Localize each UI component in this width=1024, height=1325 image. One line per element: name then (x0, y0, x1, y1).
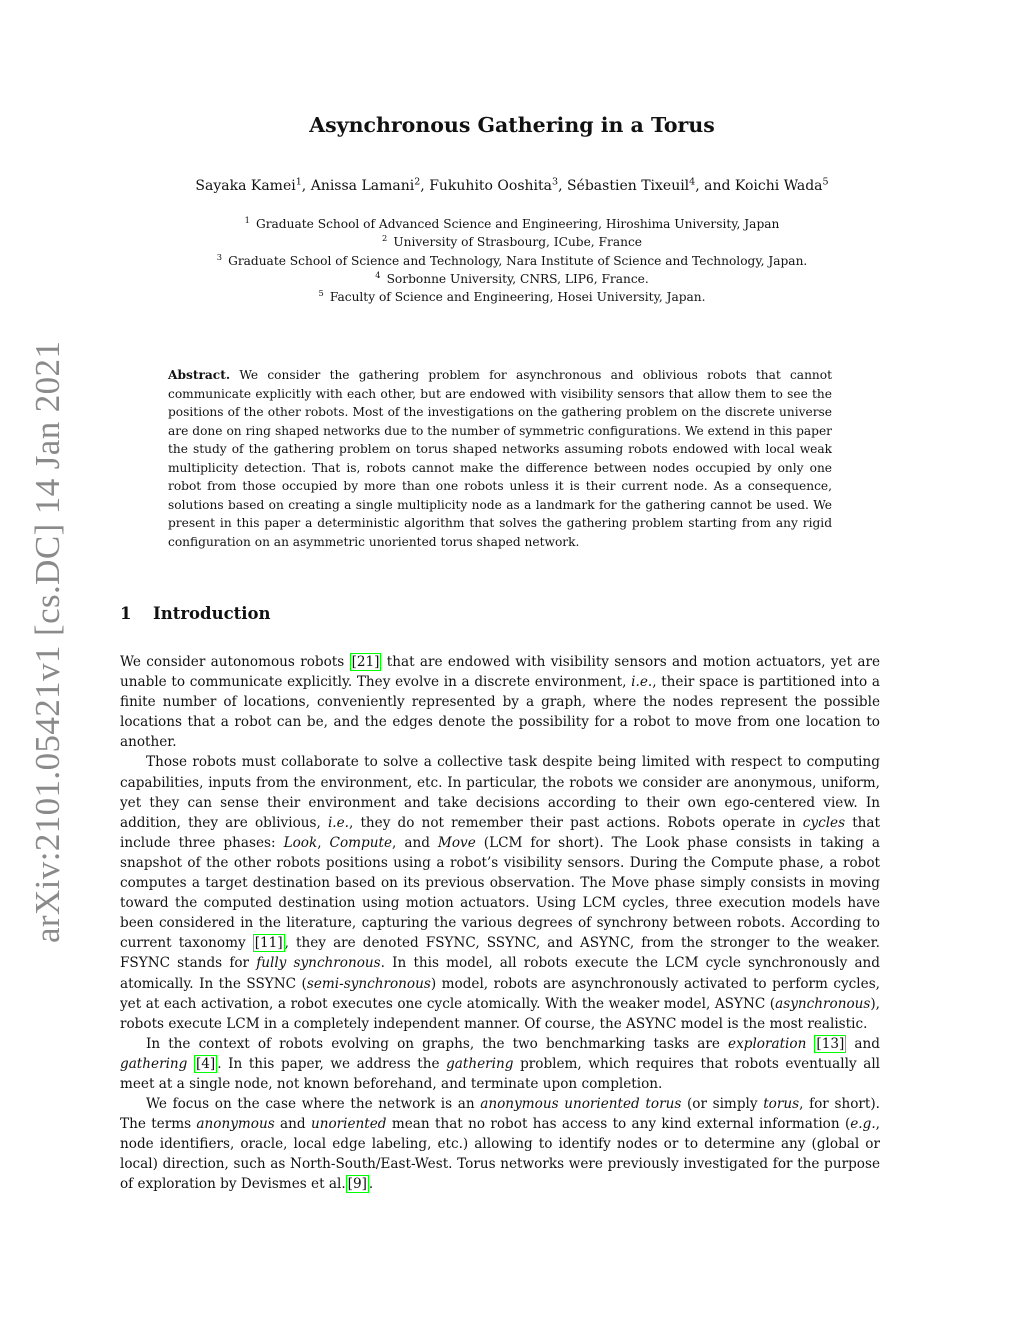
body-text: mean that no robot has access to any kind external information ( (386, 1116, 851, 1133)
body-paragraph (120, 652, 880, 752)
abstract-block (168, 366, 832, 551)
body-text: and (846, 1035, 880, 1052)
affiliation-line (0, 288, 1024, 306)
body-text (187, 1056, 194, 1072)
affiliation-mark: 4 (375, 269, 381, 280)
emphasis-text: unoriented (310, 1116, 387, 1133)
body-text: that include three phases: (120, 814, 880, 851)
section-number: 1 (120, 604, 132, 623)
author-name: Sayaka Kamei (195, 178, 296, 194)
abstract-label: Abstract. (168, 368, 231, 382)
paper-title: Asynchronous Gathering in a Torus (309, 113, 715, 137)
author-affiliation-mark: 2 (414, 176, 421, 188)
body-text: We focus on the case where the network is an (146, 1096, 481, 1113)
emphasis-text: gathering (120, 1055, 188, 1072)
body-text: ) model, robots are asynchronously activated to perform cycles, yet at each activation, a robot executes one cycle atomically. With the weaker model, ASYNC ( (120, 975, 880, 1012)
body-text: , (317, 834, 330, 851)
body-text: Those robots must collaborate to solve a collective task despite being limited with respect to computing capabilities, inputs from the environment, etc. In particular, the robots we consider are anonymous, uniform, yet they can sense their environment and take decisions according to their own ego-centered view. In addition, they are oblivious, (120, 754, 880, 831)
body-text: (LCM for short). The Look phase consists in taking a snapshot of the other robots positions using a robot’s visibility sensors. During the Compute phase, a robot computes a target destination based on its previous observation. The Move phase simply consists in moving toward the computed destination using motion actuators. Using LCM cycles, three execution models have been considered in the literature, capturing the various degrees of synchrony between robots. According to current taxonomy (120, 834, 880, 952)
body-text: . (368, 1176, 374, 1193)
affiliation-text: Graduate School of Advanced Science and Engineering, Hiroshima University, Japan (255, 217, 780, 231)
body-text: problem, which requires that robots eventually all meet at a single node, not known beforehand, and terminate upon completion. (120, 1055, 881, 1092)
emphasis-text: asynchronous (775, 995, 871, 1012)
emphasis-text: e.g. (850, 1116, 876, 1133)
body-text: , they are denoted FSYNC, SSYNC, and ASYNC, from the stronger to the weaker. FSYNC stands for (120, 935, 880, 972)
body-text: . In this paper, we address the (217, 1055, 447, 1072)
body-text: (or simply (681, 1096, 764, 1113)
body-paragraph (120, 1094, 880, 1194)
citation-link[interactable]: [9] (347, 1176, 367, 1193)
body-text: that are endowed with visibility sensors and motion actuators, yet are unable to communicate explicitly. They evolve in a discrete environment, (120, 654, 880, 691)
arxiv-identifier: arXiv:2101.05421v1 [cs.DC] 14 Jan 2021 (28, 340, 67, 943)
section-title: Introduction (153, 604, 271, 623)
affiliation-text: Faculty of Science and Engineering, Hosei University, Japan. (329, 290, 706, 305)
body-text: , node identifiers, oracle, local edge labeling, etc.) allowing to identify nodes or to determine any (global or local) direction, such as North-South/East-West. Torus networks were previously investigated for the purpose of exploration by Devismes et al. (120, 1116, 880, 1193)
author-affiliation-mark: 3 (552, 176, 559, 188)
emphasis-text: semi-synchronous (306, 975, 431, 992)
emphasis-text: cycles (802, 814, 846, 831)
citation-link[interactable]: [4] (195, 1055, 216, 1072)
body-text: , for short). The terms (120, 1096, 880, 1133)
body-paragraph (120, 752, 880, 1033)
emphasis-text: anonymous unoriented torus (480, 1096, 682, 1113)
affiliation-text: Graduate School of Science and Technology, Nara Institute of Science and Technology, Japan. (228, 253, 808, 268)
affiliation-mark: 3 (216, 251, 222, 262)
body-text: , they do not remember their past actions. Robots operate in (349, 814, 803, 831)
body-text: . In this model, all robots execute the LCM cycle synchronously and atomically. In the SSYNC ( (120, 955, 881, 992)
body-text: and (274, 1116, 311, 1133)
author-name: Fukuhito Ooshita (429, 178, 552, 194)
author-name: Anissa Lamani (310, 178, 415, 194)
body-text: , and (392, 834, 438, 851)
author-name: Koichi Wada (734, 178, 823, 194)
affiliation-line (0, 270, 1024, 288)
body-text: In the context of robots evolving on graphs, the two benchmarking tasks are (146, 1035, 729, 1052)
affiliation-text: Sorbonne University, CNRS, LIP6, France. (386, 271, 649, 286)
emphasis-text: fully synchronous (256, 955, 381, 972)
author-affiliation-mark: 1 (295, 176, 302, 188)
emphasis-text: Move (437, 834, 476, 851)
emphasis-text: anonymous (196, 1116, 275, 1133)
citation-link[interactable]: [13] (816, 1035, 845, 1052)
body-paragraph (120, 1034, 880, 1094)
author-affiliation-mark: 4 (689, 176, 696, 188)
affiliation-list (0, 215, 1024, 306)
affiliation-mark: 1 (244, 214, 250, 225)
body-text: ), robots execute LCM in a completely independent manner. Of course, the ASYNC model is the most realistic. (120, 995, 880, 1032)
abstract-text: We consider the gathering problem for asynchronous and oblivious robots that cannot communicate explicitly with each other, but are endowed with visibility sensors that allow them to see the positions of the other robots. Most of the investigations on the gathering problem on the discrete universe are done on ring shaped networks due to the number of symmetric configurations. We extend in this paper the study of the gathering problem on torus shaped networks assuming robots endowed with local weak multiplicity detection. That is, robots cannot make the difference between nodes occupied by only one robot from those occupied by more than one robots unless it is their current node. As a consequence, solutions based on creating a single multiplicity node as a landmark for the gathering cannot be used. We present in this paper a deterministic algorithm that solves the gathering problem starting from any rigid configuration on an asymmetric unoriented torus shaped network. (168, 368, 833, 549)
affiliation-line (0, 252, 1024, 270)
body-text: We consider autonomous robots (120, 654, 350, 670)
intro-body (120, 652, 880, 1195)
emphasis-text: exploration (728, 1035, 807, 1052)
emphasis-text: gathering (446, 1055, 514, 1072)
author-name: Sébastien Tixeuil (566, 178, 690, 194)
emphasis-text: i.e. (631, 674, 653, 691)
emphasis-text: torus (763, 1096, 800, 1113)
author-list: Sayaka Kamei$^1$, Anissa Lamani$^2$, Fukuhito Ooshita$^3$, Sébastien Tixeuil$^4$, and Koichi Wada$^5$ (195, 176, 829, 194)
affiliation-text: University of Strasbourg, ICube, France (393, 235, 642, 250)
emphasis-text: i.e. (327, 814, 349, 831)
emphasis-text: Compute (329, 834, 392, 851)
emphasis-text: Look (283, 834, 318, 851)
section-heading (120, 604, 271, 623)
affiliation-mark: 2 (382, 233, 388, 244)
author-affiliation-mark: 5 (822, 176, 829, 188)
affiliation-line (0, 215, 1024, 233)
citation-link[interactable]: [11] (254, 935, 283, 952)
affiliation-line (0, 233, 1024, 251)
citation-link[interactable]: [21] (351, 654, 380, 670)
body-text: , their space is partitioned into a finite number of locations, conveniently represented by a graph, where the nodes represent the possible locations that a robot can be, and the edges denote the possibility for a robot to move from one location to another. (120, 674, 880, 751)
affiliation-mark: 5 (318, 288, 324, 299)
